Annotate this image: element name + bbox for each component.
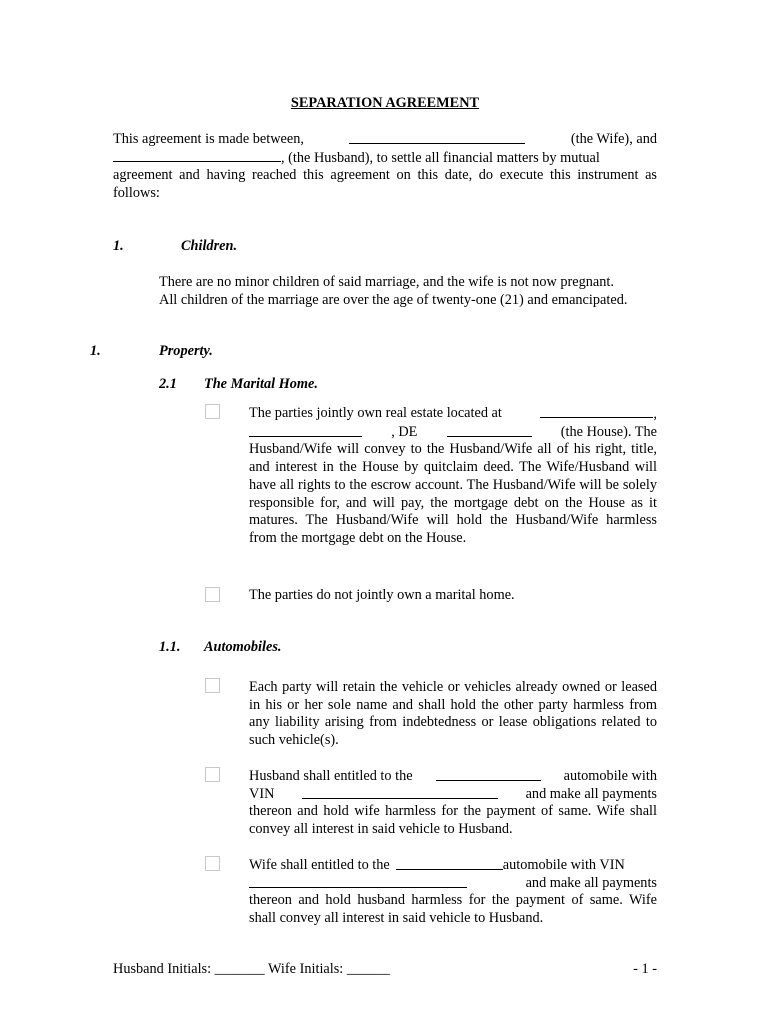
automobiles-opt2-vin: VIN	[249, 785, 275, 802]
marital-home-heading: The Marital Home.	[204, 376, 318, 392]
page-number: - 1 -	[633, 961, 657, 977]
automobiles-opt3-rest: thereon and hold husband harmless for the payment of same. Wife shall convey all interest in said vehicle to Husband.	[249, 892, 657, 927]
automobiles-option-1-checkbox[interactable]	[205, 678, 220, 693]
wife-vehicle-field[interactable]	[396, 857, 503, 870]
marital-home-number: 2.1	[159, 376, 177, 392]
automobiles-opt3-c: and make all payments	[525, 874, 657, 891]
marital-home-option-1-text	[249, 405, 657, 548]
husband-vehicle-field[interactable]	[436, 768, 541, 781]
automobiles-opt2-a: Husband shall entitled to the	[249, 768, 413, 784]
property-city-field[interactable]	[249, 424, 362, 437]
automobiles-option-3-checkbox[interactable]	[205, 856, 220, 871]
children-line-1: There are no minor children of said marriage, and the wife is not now pregnant.	[159, 274, 614, 290]
automobiles-opt2-rest: thereon and hold wife harmless for the payment of same. Wife shall convey all interest in said vehicle to Husband.	[249, 803, 657, 838]
marital-home-opt1-comma: ,	[653, 406, 657, 422]
automobiles-number: 1.1.	[159, 639, 181, 655]
automobiles-opt2-c: and make all payments	[525, 785, 657, 802]
intro-husband-label: , (the Husband), to settle all financial matters by mutual	[281, 149, 600, 166]
marital-home-opt1-rest: Husband/Wife will convey to the Husband/Wife all of his right, title, and interest in the House by quitclaim deed. The Wife/Husband will have all rights to the escrow account. The Husband/Wife will be solely responsible for, and will pay, the mortgage debt on the House as it matures. The Husband/Wife will hold the Husband/Wife harmless from the mortgage debt on the House.	[249, 441, 657, 546]
children-number: 1.	[113, 238, 124, 254]
footer-initials: Husband Initials: _______ Wife Initials: ______	[113, 961, 390, 977]
marital-home-option-1-checkbox[interactable]	[205, 404, 220, 419]
automobiles-opt3-a: Wife shall entitled to the	[249, 857, 390, 873]
automobiles-heading: Automobiles.	[204, 639, 282, 655]
marital-home-opt1-house: (the House). The	[560, 423, 657, 440]
wife-vin-field[interactable]	[249, 875, 467, 888]
children-line-2: All children of the marriage are over the age of twenty-one (21) and emancipated.	[159, 291, 628, 308]
intro-wife-label: (the Wife), and	[570, 131, 657, 147]
children-heading: Children.	[181, 238, 238, 254]
property-number: 1.	[90, 343, 101, 359]
property-location-field[interactable]	[540, 405, 653, 418]
children-text	[159, 274, 679, 309]
marital-home-opt1-de: , DE	[391, 423, 418, 440]
document-title: SEPARATION AGREEMENT	[290, 95, 480, 111]
automobiles-opt3-b: automobile with VIN	[502, 857, 625, 873]
automobiles-option-1-text: Each party will retain the vehicle or vehicles already owned or leased in his or her sole name and shall hold the other party harmless from any liability arising from indebtedness or lease obligations related to such vehicle(s).	[249, 679, 657, 749]
automobiles-option-3-text	[249, 857, 657, 928]
intro-text-rest: agreement and having reached this agreement on this date, do execute this instrument as follows:	[113, 167, 657, 202]
husband-name-field[interactable]	[113, 149, 281, 162]
intro-paragraph	[113, 131, 657, 203]
intro-text-1: This agreement is made between,	[113, 131, 304, 147]
wife-name-field[interactable]	[349, 131, 525, 144]
automobiles-opt2-b: automobile with	[563, 768, 657, 784]
property-heading: Property.	[159, 343, 213, 359]
marital-home-option-2-checkbox[interactable]	[205, 587, 220, 602]
marital-home-option-2-text: The parties do not jointly own a marital home.	[249, 587, 515, 603]
marital-home-opt1-a: The parties jointly own real estate located at	[249, 405, 502, 421]
property-zip-field[interactable]	[447, 424, 532, 437]
husband-vin-field[interactable]	[302, 786, 498, 799]
automobiles-option-2-text	[249, 768, 657, 839]
automobiles-option-2-checkbox[interactable]	[205, 767, 220, 782]
